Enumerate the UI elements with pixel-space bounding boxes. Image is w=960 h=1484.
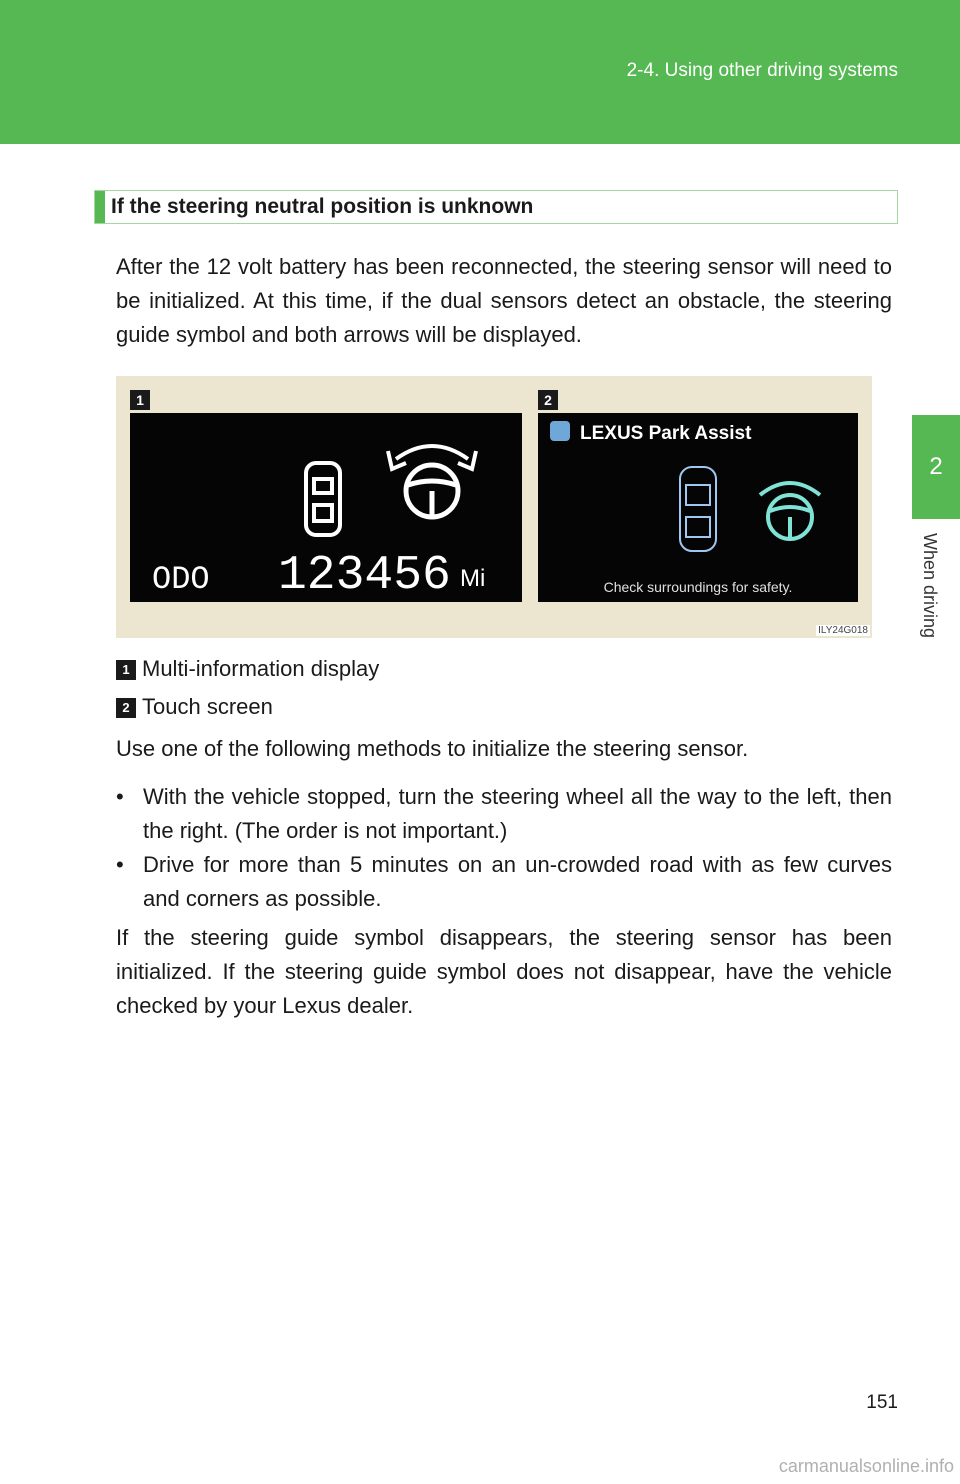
legend-marker: 1 <box>116 660 136 680</box>
heading-accent-bar <box>95 191 105 223</box>
intro-paragraph: After the 12 volt battery has been reconnected, the steering sensor will need to be initialized. At this time, if the dual sensors detect an obstacle, the steering guide symbol and both arrows will be displayed. <box>116 254 892 347</box>
bullet-item <box>116 848 892 916</box>
sensor-icon <box>550 421 570 441</box>
bullet-text: Drive for more than 5 minutes on an un-crowded road with as few curves and corners as possible. <box>143 852 892 911</box>
legend-text: Multi-information display <box>142 656 380 681</box>
figure-label-1: 1 <box>130 390 150 410</box>
methods-intro: Use one of the following methods to initialize the steering sensor. <box>116 736 749 761</box>
page-number: 151 <box>866 1392 898 1413</box>
car-wireframe-icon <box>680 467 716 551</box>
closing-paragraph: If the steering guide symbol disappears, the steering sensor has been initialized. If the steering guide symbol does not disappear, have the vehicle checked by your Lexus dealer. <box>116 925 892 1018</box>
bullet-dot: • <box>116 852 124 877</box>
legend-item-1 <box>116 656 379 682</box>
bullet-text: With the vehicle stopped, turn the steering wheel all the way to the left, then the right. (The order is not important.) <box>143 784 892 843</box>
figure-code: ILY24G018 <box>818 625 868 636</box>
figure-label-2: 2 <box>538 390 558 410</box>
legend-text: Touch screen <box>142 694 273 719</box>
chapter-number: 2 <box>929 453 943 480</box>
section-heading <box>94 190 898 224</box>
odometer-value: 123456 <box>278 549 451 603</box>
section-title: 2-4. Using other driving systems <box>626 60 898 81</box>
chapter-label: When driving <box>920 533 940 639</box>
bullet-dot: • <box>116 784 124 809</box>
touch-screen-display <box>538 413 858 602</box>
park-assist-title: LEXUS Park Assist <box>580 423 752 444</box>
legend-marker: 2 <box>116 698 136 718</box>
odometer-unit: Mi <box>460 565 486 592</box>
legend-item-2 <box>116 694 273 720</box>
multi-information-display-screen <box>130 413 522 602</box>
bullet-item <box>116 780 892 848</box>
safety-message: Check surroundings for safety. <box>603 579 793 595</box>
chapter-tab <box>912 415 960 519</box>
watermark: carmanualsonline.info <box>778 1456 954 1476</box>
page-header <box>0 0 960 144</box>
heading-text: If the steering neutral position is unknown <box>111 195 534 218</box>
car-top-icon <box>306 463 340 535</box>
steering-wheel-icon <box>760 483 820 539</box>
odometer-label: ODO <box>152 561 210 598</box>
steering-wheel-icon <box>406 465 458 517</box>
figure-displays <box>116 376 872 638</box>
